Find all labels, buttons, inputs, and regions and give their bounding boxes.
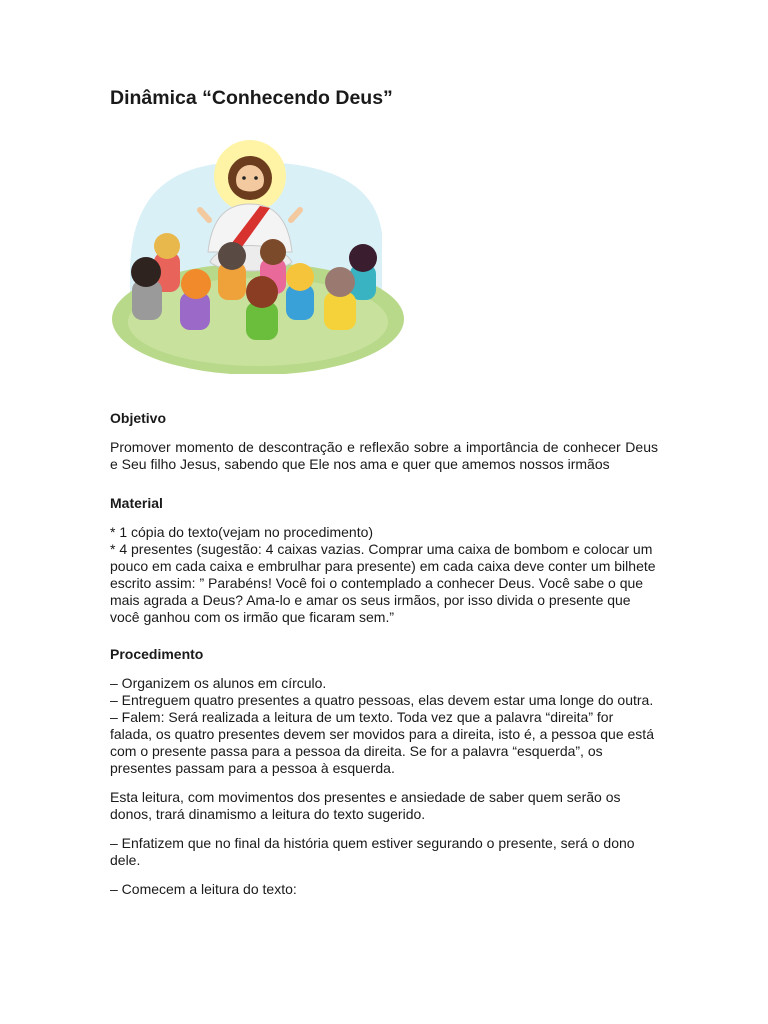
material-item: * 1 cópia do texto(vejam no procedimento) [110, 524, 374, 540]
procedimento-paragraph: Esta leitura, com movimentos dos presentes e ansiedade de saber quem serão os donos, trará dinamismo a leitura do texto sugerido. [110, 789, 621, 822]
objetivo-text: Promover momento de descontração e reflexão sobre a importância de conhecer Deus e Seu filho Jesus, sabendo que Ele nos ama e quer que amemos nossos irmãos [110, 439, 658, 472]
procedimento-step: – Falem: Será realizada a leitura de um texto. Toda vez que a palavra “direita” for falada, os quatro presentes devem ser movidos para a direita, isto é, a pessoa que está com o presente passa para a pessoa da direita. Se for a palavra “esquerda”, os presentes passam para a pessoa à esquerda. [110, 709, 654, 776]
procedimento-heading: Procedimento [110, 646, 204, 662]
procedimento-step: – Entreguem quatro presentes a quatro pessoas, elas devem estar uma longe do outra. [110, 692, 654, 708]
document-title: Dinâmica “Conhecendo Deus” [110, 87, 393, 109]
objetivo-heading: Objetivo [110, 410, 167, 426]
procedimento-steps [110, 675, 658, 777]
jesus-with-children-illustration [110, 134, 410, 374]
material-list [110, 524, 658, 626]
procedimento-paragraph: – Enfatizem que no final da história quem estiver segurando o presente, será o dono dele. [110, 835, 635, 868]
document-body [110, 84, 658, 898]
material-item: * 4 presentes (sugestão: 4 caixas vazias. Comprar uma caixa de bombom e colocar um pouco em cada caixa e embrulhar para presente) em cada caixa deve conter um bilhete escrito assim: ” Parabéns! Você foi o contemplado a conhecer Deus. Você sabe o que mais agrada a Deus? Ama-lo e amar os seus irmãos, por isso divida o presente que você ganhou com os irmão que ficaram sem.” [110, 541, 656, 625]
material-heading: Material [110, 495, 163, 511]
procedimento-step: – Organizem os alunos em círculo. [110, 675, 327, 691]
procedimento-paragraph: – Comecem a leitura do texto: [110, 881, 297, 897]
